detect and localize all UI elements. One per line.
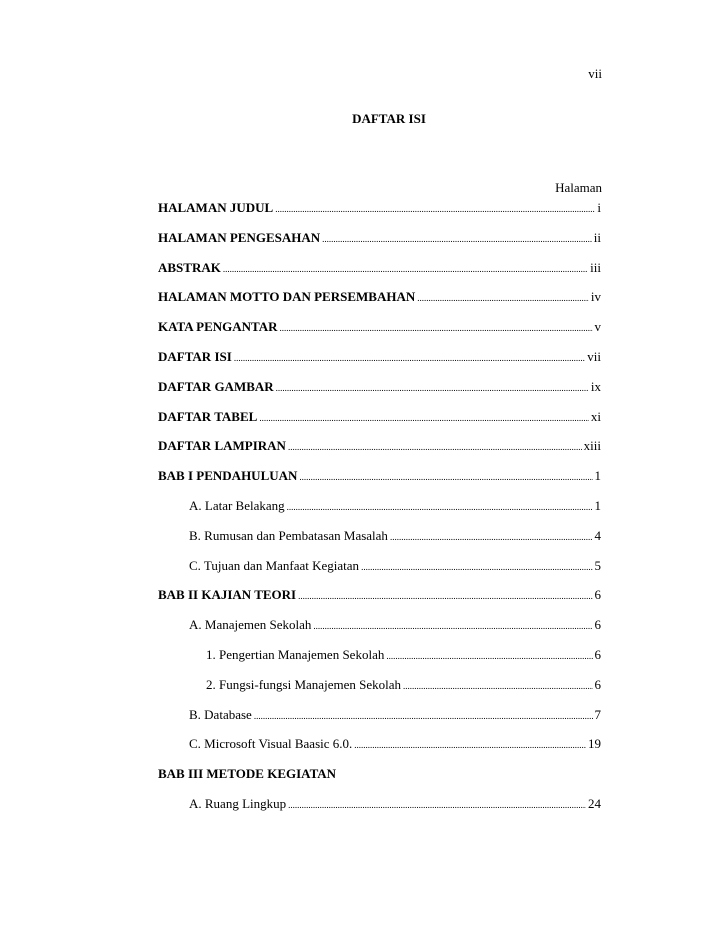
toc-dot-leader <box>287 503 593 512</box>
toc-entry-page: 6 <box>594 617 601 633</box>
toc-entry-page: 6 <box>594 676 601 692</box>
toc-entry <box>189 558 601 578</box>
toc-entry <box>158 766 601 786</box>
toc-dot-leader <box>288 801 586 810</box>
toc-entry-label: A. Manajemen Sekolah <box>189 617 312 633</box>
toc-entry <box>189 796 601 816</box>
page-title: DAFTAR ISI <box>352 111 426 126</box>
page-column-header: Halaman <box>555 180 602 195</box>
toc-entry-page: 6 <box>594 587 601 603</box>
toc-entry <box>206 647 601 667</box>
toc-entry-page: ix <box>590 378 601 394</box>
toc-dot-leader <box>275 205 595 214</box>
toc-entry-label: ABSTRAK <box>158 259 221 275</box>
toc-entry-label: C. Tujuan dan Manfaat Kegiatan <box>189 557 360 573</box>
toc-dot-leader <box>354 741 586 750</box>
toc-entry-label: BAB I PENDAHULUAN <box>158 468 298 484</box>
toc-entry <box>189 528 601 548</box>
toc-entry <box>158 379 601 399</box>
toc-dot-leader <box>390 533 593 542</box>
toc-entry <box>158 409 601 429</box>
toc-dot-leader <box>280 324 593 333</box>
toc-entry-label: DAFTAR GAMBAR <box>158 378 274 394</box>
toc-entry <box>158 200 601 220</box>
toc-entry <box>189 707 601 727</box>
toc-dot-leader <box>259 414 589 423</box>
toc-entry-page: 19 <box>588 736 601 752</box>
toc-dot-leader <box>403 682 593 691</box>
toc-entry <box>158 260 601 280</box>
toc-entry-label: DAFTAR LAMPIRAN <box>158 438 286 454</box>
toc-entry-label: A. Latar Belakang <box>189 498 285 513</box>
toc-entry-label: A. Ruang Lingkup <box>189 796 287 811</box>
toc-entry-page: 1 <box>594 468 601 484</box>
toc-dot-leader <box>322 235 592 244</box>
toc-dot-leader <box>298 592 592 601</box>
toc-entry <box>158 438 601 458</box>
toc-entry-page: 24 <box>588 796 601 811</box>
toc-entry-label: HALAMAN PENGESAHAN <box>158 229 321 245</box>
toc-entry <box>189 736 601 756</box>
toc-entry-page: 1 <box>594 498 601 513</box>
toc-entry <box>158 468 601 488</box>
toc-entry-label: HALAMAN JUDUL <box>158 200 274 215</box>
toc-entry-label: 1. Pengertian Manajemen Sekolah <box>206 647 385 662</box>
toc-entry-page: xi <box>590 408 601 424</box>
toc-entry-label: 2. Fungsi-fungsi Manajemen Sekolah <box>206 676 401 692</box>
toc-entry-label: BAB II KAJIAN TEORI <box>158 587 297 603</box>
toc-entry-page: ii <box>593 229 601 245</box>
toc-entry-page: 4 <box>594 527 601 543</box>
toc-entry <box>158 587 601 607</box>
toc-entry-label: BAB III METODE KEGIATAN <box>158 766 337 782</box>
toc-dot-leader <box>417 294 589 303</box>
toc-entry-page: iv <box>590 289 601 305</box>
toc-entry <box>189 498 601 518</box>
toc-entry-page: xiii <box>583 438 601 454</box>
toc-dot-leader <box>361 563 592 572</box>
toc-entry <box>158 349 601 369</box>
toc-dot-leader <box>234 354 585 363</box>
toc-dot-leader <box>276 384 589 393</box>
toc-dot-leader <box>254 712 593 721</box>
toc-dot-leader <box>299 473 592 482</box>
toc-entry-label: DAFTAR TABEL <box>158 408 258 424</box>
toc-dot-leader <box>386 652 592 661</box>
toc-entry-page: 6 <box>594 647 601 662</box>
toc-entry-label: KATA PENGANTAR <box>158 319 278 335</box>
toc-entry-label: B. Database <box>189 706 252 722</box>
toc-entry-page: vii <box>587 349 601 364</box>
toc-entry <box>158 289 601 309</box>
toc-dot-leader <box>313 622 592 631</box>
toc-entry <box>158 230 601 250</box>
toc-entry <box>189 617 601 637</box>
toc-entry-label: C. Microsoft Visual Baasic 6.0. <box>189 736 353 752</box>
toc-entry-label: B. Rumusan dan Pembatasan Masalah <box>189 527 388 543</box>
toc-entry-page: 7 <box>594 706 601 722</box>
toc-dot-leader <box>223 265 588 274</box>
toc-entry-page: iii <box>590 259 601 275</box>
toc-entry-page: 5 <box>594 557 601 573</box>
toc-entry-page: v <box>594 319 601 335</box>
toc-entry <box>206 677 601 697</box>
toc-entry-label: DAFTAR ISI <box>158 349 232 364</box>
toc-entry-label: HALAMAN MOTTO DAN PERSEMBAHAN <box>158 289 416 305</box>
toc-dot-leader <box>288 443 582 452</box>
toc-entry-page: i <box>597 200 601 215</box>
toc-entry <box>158 319 601 339</box>
page-number: vii <box>588 66 602 81</box>
